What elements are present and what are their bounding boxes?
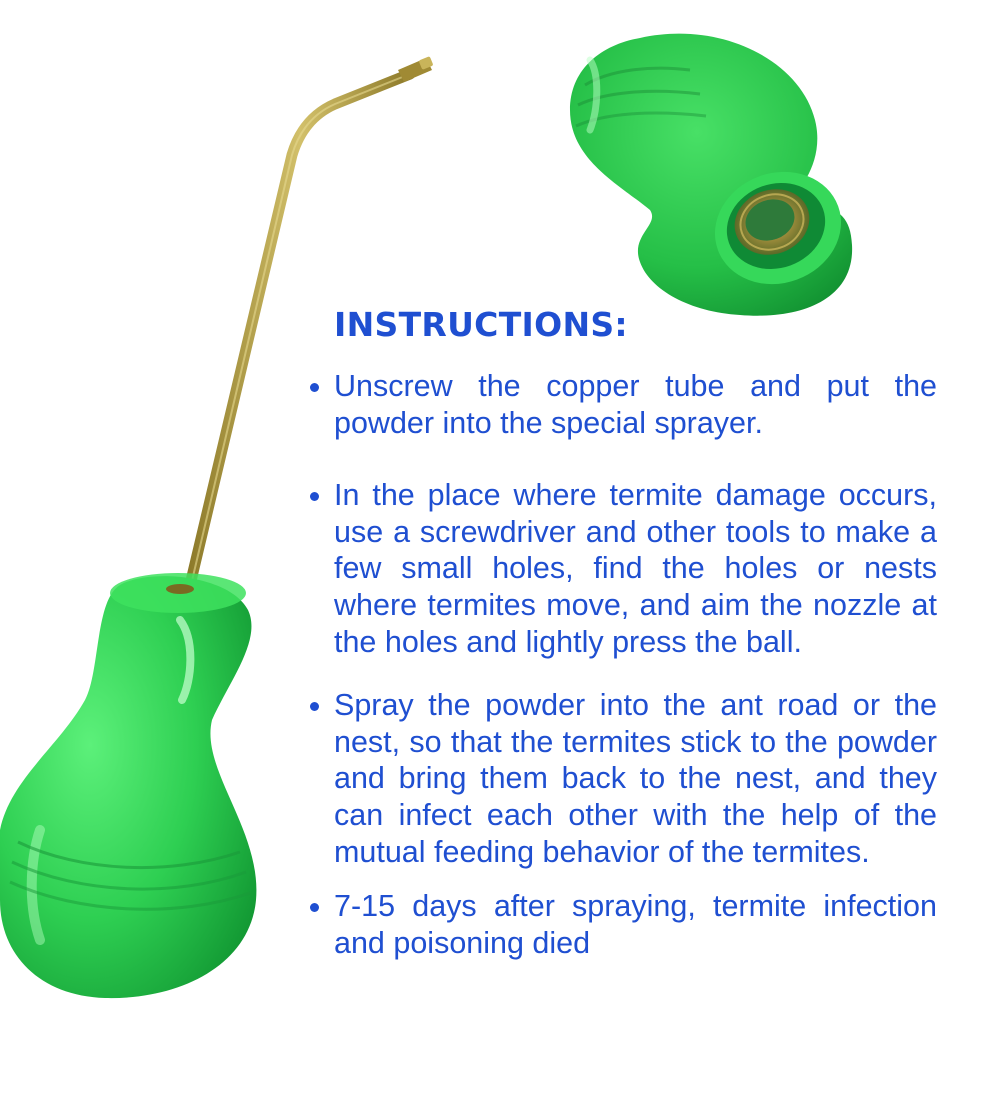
step-text: Spray the powder into the ant road or the nest, so that the termites stick to the powder and bring them back to the nest, and they can infect each other with the help of the mutual feeding behavior of the termites. <box>334 688 937 869</box>
step-text: In the place where termite damage occurs, use a screwdriver and other tools to make a few small holes, find the holes or nests where termites move, and aim the nozzle at the holes and lightly press the ball. <box>334 478 937 659</box>
instructions-heading: INSTRUCTIONS: <box>334 305 628 344</box>
bullet-icon <box>310 702 319 711</box>
list-item <box>310 888 937 961</box>
step-text: 7-15 days after spraying, termite infection and poisoning died <box>334 889 937 960</box>
bullet-icon <box>310 492 319 501</box>
list-item <box>310 687 937 870</box>
bulb-icon <box>570 34 857 316</box>
instructions-list <box>310 368 937 961</box>
step-text: Unscrew the copper tube and put the powder into the special sprayer. <box>334 369 937 440</box>
bullet-icon <box>310 903 319 912</box>
bullet-icon <box>310 383 319 392</box>
list-item <box>310 368 937 441</box>
list-item <box>310 477 937 660</box>
